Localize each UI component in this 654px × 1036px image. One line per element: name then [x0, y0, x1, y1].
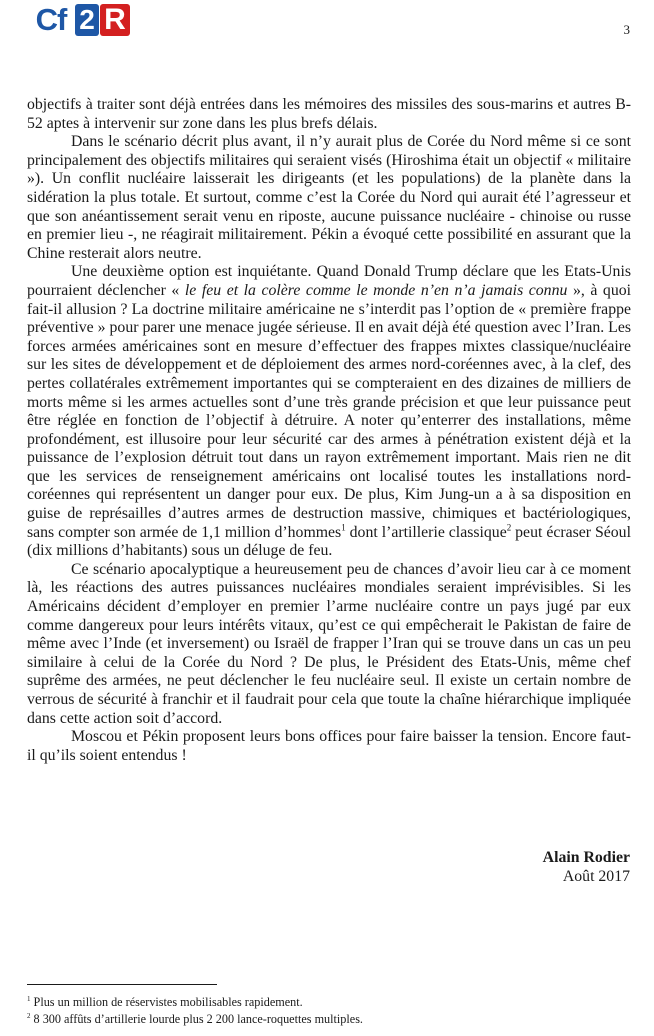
- paragraph-4: Ce scénario apocalyptique a heureusement peu de chances d’avoir lieu car à ce moment là, les réactions des autres puissances nucléaires mondiales seraient imprévisibles. Si les Américains décident d’employer en premier l’arme nucléaire contre un pays jugé par eux comme dangereux pour leurs intérêts vitaux, qu’est ce qui empêcherait le Pakistan de faire de même avec l’Inde (et inversement) ou Israël de frapper l’Iran qui se trouve dans un cas un peu similaire à celui de la Corée du Nord ? De plus, le Président des Etats-Unis, même chef suprême des armées, ne peut déclencher le feu nucléaire seul. Il existe un certain nombre de verrous de sécurité à franchir et il faudrait pour cela que toute la chaîne hiérarchique impliquée dans cette action soit d’accord.: [27, 560, 631, 727]
- paragraph-1: objectifs à traiter sont déjà entrées dans les mémoires des missiles des sous-marins et autres B-52 aptes à intervenir sur zone dans les plus brefs délais.: [27, 96, 631, 132]
- signature-date: Août 2017: [562, 868, 630, 885]
- logo-prefix: Cf: [35, 2, 67, 37]
- footnote-2: [27, 1011, 363, 1028]
- footnote-2-text: 8 300 affûts d’artillerie lourde plus 2 200 lance-roquettes multiples.: [33, 1012, 363, 1026]
- paragraph-3-body: », à quoi fait-il allusion ? La doctrine militaire américaine ne s’interdit pas l’option de « première frappe préventive » pour parer une menace jugée sérieuse. Il en avait déjà été question avec l’Iran. Les forces armées américaines sont en mesure d’effectuer des frappes mixtes classique/nucléaire sur les sites de développement et de déploiement des armes nord-coréennes avec, à la clef, des pertes collatérales extrêmement importantes qui se compteraient en des dizaines de milliers de morts même si les armes actuelles sont d’une très grande précision et que leur puissance peut être réglée en fonction de l’objectif à détruire. A noter qu’enterrer des installations, même profondément, est illusoire pour leur sécurité car des armes à pénétration existent déjà et la puissance de l’explosion détruit tout dans un rayon extrêmement important. Mais rien ne dit que les services de renseignement américains ont localisé toutes les installations nord-coréennes qui représentent un danger pour eux. De plus, Kim Jung-un a à sa disposition en guise de représailles d’autres armes de destruction massive, chimiques et bactériologiques, sans compter son armée de 1,1 million d’hommes: [27, 281, 631, 541]
- paragraph-5: Moscou et Pékin proposent leurs bons offices pour faire baisser la tension. Encore faut-il qu’ils soient entendus !: [27, 728, 631, 764]
- paragraph-3-mid: dont l’artillerie classique: [345, 523, 507, 541]
- page-number: 3: [623, 22, 630, 37]
- footnote-1: [27, 994, 363, 1011]
- footnote-1-mark: 1: [27, 994, 31, 1003]
- footnote-ref-1: 1: [341, 522, 346, 533]
- paragraph-3-end: peut écraser Séoul (dix millions d’habitants) sous un déluge de feu.: [27, 523, 631, 560]
- logo-digit: 2: [75, 4, 99, 36]
- footnotes: [27, 994, 363, 1028]
- cf2r-logo: [28, 2, 131, 38]
- article-body: [27, 96, 631, 765]
- logo-suffix: R: [100, 4, 130, 36]
- signature: [543, 848, 630, 886]
- footnote-divider: [27, 984, 217, 985]
- paragraph-3: [27, 263, 631, 561]
- trump-quote: le feu et la colère comme le monde n’en n’a jamais connu: [184, 281, 568, 299]
- footnote-ref-2: 2: [506, 522, 512, 533]
- footnote-2-mark: 2: [27, 1011, 31, 1020]
- footnote-1-text: Plus un million de réservistes mobilisables rapidement.: [33, 995, 303, 1009]
- author-name: Alain Rodier: [542, 849, 630, 866]
- paragraph-3-start: Une deuxième option est inquiétante. Quand Donald Trump déclare que les Etats-Unis pourraient déclencher «: [27, 263, 631, 299]
- paragraph-2: Dans le scénario décrit plus avant, il n’y aurait plus de Corée du Nord même si ce sont principalement des objectifs militaires qui seraient visés (Hiroshima était un objectif « militaire »). Un conflit nucléaire laisserait les dirigeants (et les populations) de la planète dans la sidération la plus totale. Et surtout, comme c’est la Corée du Nord qui aurait été l’agresseur et que son anéantissement serait venu en riposte, aucune puissance nucléaire - chinoise ou russe en premier lieu -, ne réagirait militairement. Pékin a évoqué cette possibilité en assurant que la Chine resterait alors neutre.: [27, 133, 631, 262]
